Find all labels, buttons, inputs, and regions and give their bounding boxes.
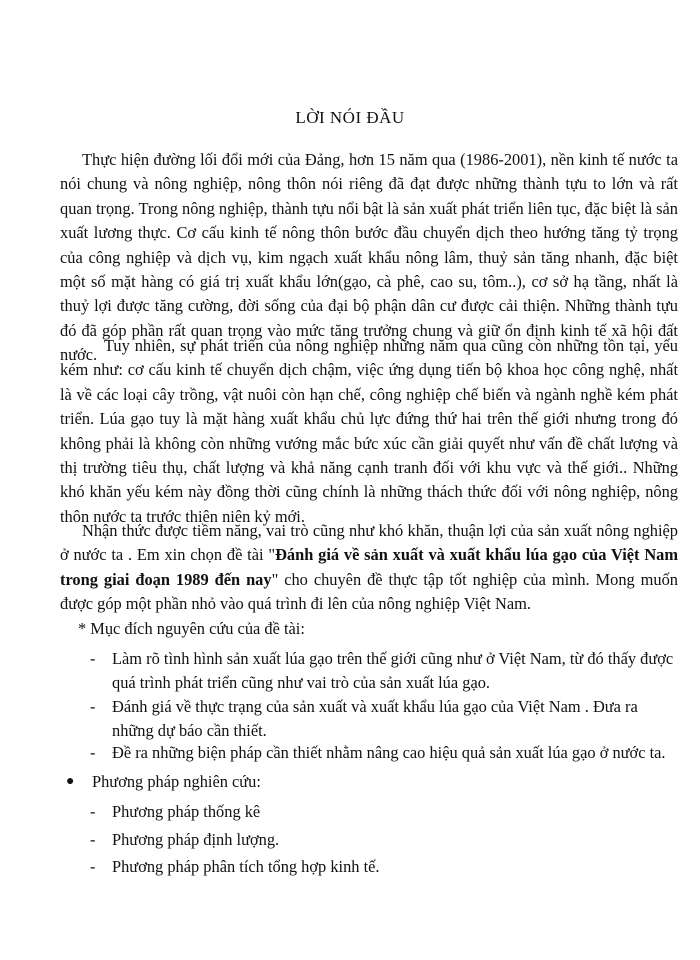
dash-marker: - (90, 697, 96, 716)
method-text: Phương pháp thống kê (112, 802, 261, 821)
method-text: Phương pháp định lượng. (112, 830, 280, 849)
objective-text: Đề ra những biện pháp cần thiết nhằm nâng cao hiệu quả sản xuất lúa gạo ở nước ta. (112, 743, 666, 762)
method-text: Phương pháp phân tích tổng hợp kinh tế. (112, 857, 380, 876)
page-title: LỜI NÓI ĐẦU (295, 108, 405, 127)
paragraph-3-tail: " cho chuyên đề thực tập tốt nghiệp của mình. Mong muốn được góp một phần nhỏ vào quá trình đi lên của nông nghiệp Việt Nam. (60, 569, 678, 614)
dash-marker: - (90, 649, 96, 668)
objective-text: Đánh giá về thực trạng của sản xuất và xuất khẩu lúa gạo của Việt Nam . Đưa ra những dự báo cần thiết. (112, 697, 638, 741)
bullet-icon: ● (66, 774, 75, 789)
methods-heading-text: Phương pháp nghiên cứu: (92, 772, 261, 791)
dash-marker: - (90, 857, 96, 876)
objectives-heading: * Mục đích nguyên cứu của đề tài: (78, 619, 305, 638)
intro-paragraph-1: Thực hiện đường lối đổi mới của Đảng, hơn 15 năm qua (1986-2001), nền kinh tế nước ta nói chung và nông nghiệp, nông thôn nói riêng đã đạt được những thành tựu to lớn và rất quan trọng. Trong nông nghiệp, thành tựu nổi bật là sản xuất phát triển liên tục, đặc biệt là sản xuất lương thực. Cơ cấu kinh tế nông thôn bước đầu chuyển dịch theo hướng tăng tỷ trọng của công nghiệp và dịch vụ, kim ngạch xuất khẩu nông lâm, thuỷ sản tăng nhanh, đặc biệt một số mặt hàng có giá trị xuất khẩu lớn(gạo, cà phê, cao su, tôm..), cơ sở hạ tầng, nhất là thuỷ lợi được tăng cường, đời sống của đại bộ phận dân cư được cải thiện. Những thành tựu đó đã góp phần rất quan trọng vào mức tăng trưởng chung và giữ ổn định kinh tế xã hội đất nước. (60, 150, 678, 365)
intro-paragraph-2: Tuy nhiên, sự phát triển của nông nghiệp những năm qua cũng còn những tồn tại, yếu kém như: cơ cấu kinh tế chuyển dịch chậm, việc ứng dụng tiến bộ khoa học công nghệ, nhất là về các loại cây trồng, vật nuôi còn hạn chế, công nghiệp chế biến và ngành nghề kém phát triển. Lúa gạo tuy là mặt hàng xuất khẩu chủ lực đứng thứ hai trên thế giới nhưng trong đó không phải là không còn những vướng mắc bức xúc cần giải quyết như vấn đề chất lượng và thị trường tiêu thụ, chất lượng và khả năng cạnh tranh đối với khu vực và thế giới.. Những khó khăn yếu kém này đồng thời cũng chính là những thách thức đối với nông nghiệp, nông thôn nước ta trước thiên niên kỷ mới. (60, 336, 678, 526)
dash-marker: - (90, 830, 96, 849)
objective-text: Làm rõ tình hình sản xuất lúa gạo trên thế giới cũng như ở Việt Nam, từ đó thấy được quá trình phát triển cũng như vai trò của sản xuất lúa gạo. (112, 649, 674, 693)
thesis-title: Đánh giá về sản xuất và xuất khẩu lúa gạo của Việt Nam trong giai đoạn 1989 đến nay (60, 545, 679, 589)
intro-paragraph-3 (60, 519, 678, 617)
dash-marker: - (90, 743, 96, 762)
paragraph-3-lead: Nhận thức được tiềm năng, vai trò cũng như khó khăn, thuận lợi của sản xuất nông nghiệp ở nước ta . Em xin chọn đề tài " (60, 521, 678, 565)
dash-marker: - (90, 802, 96, 821)
